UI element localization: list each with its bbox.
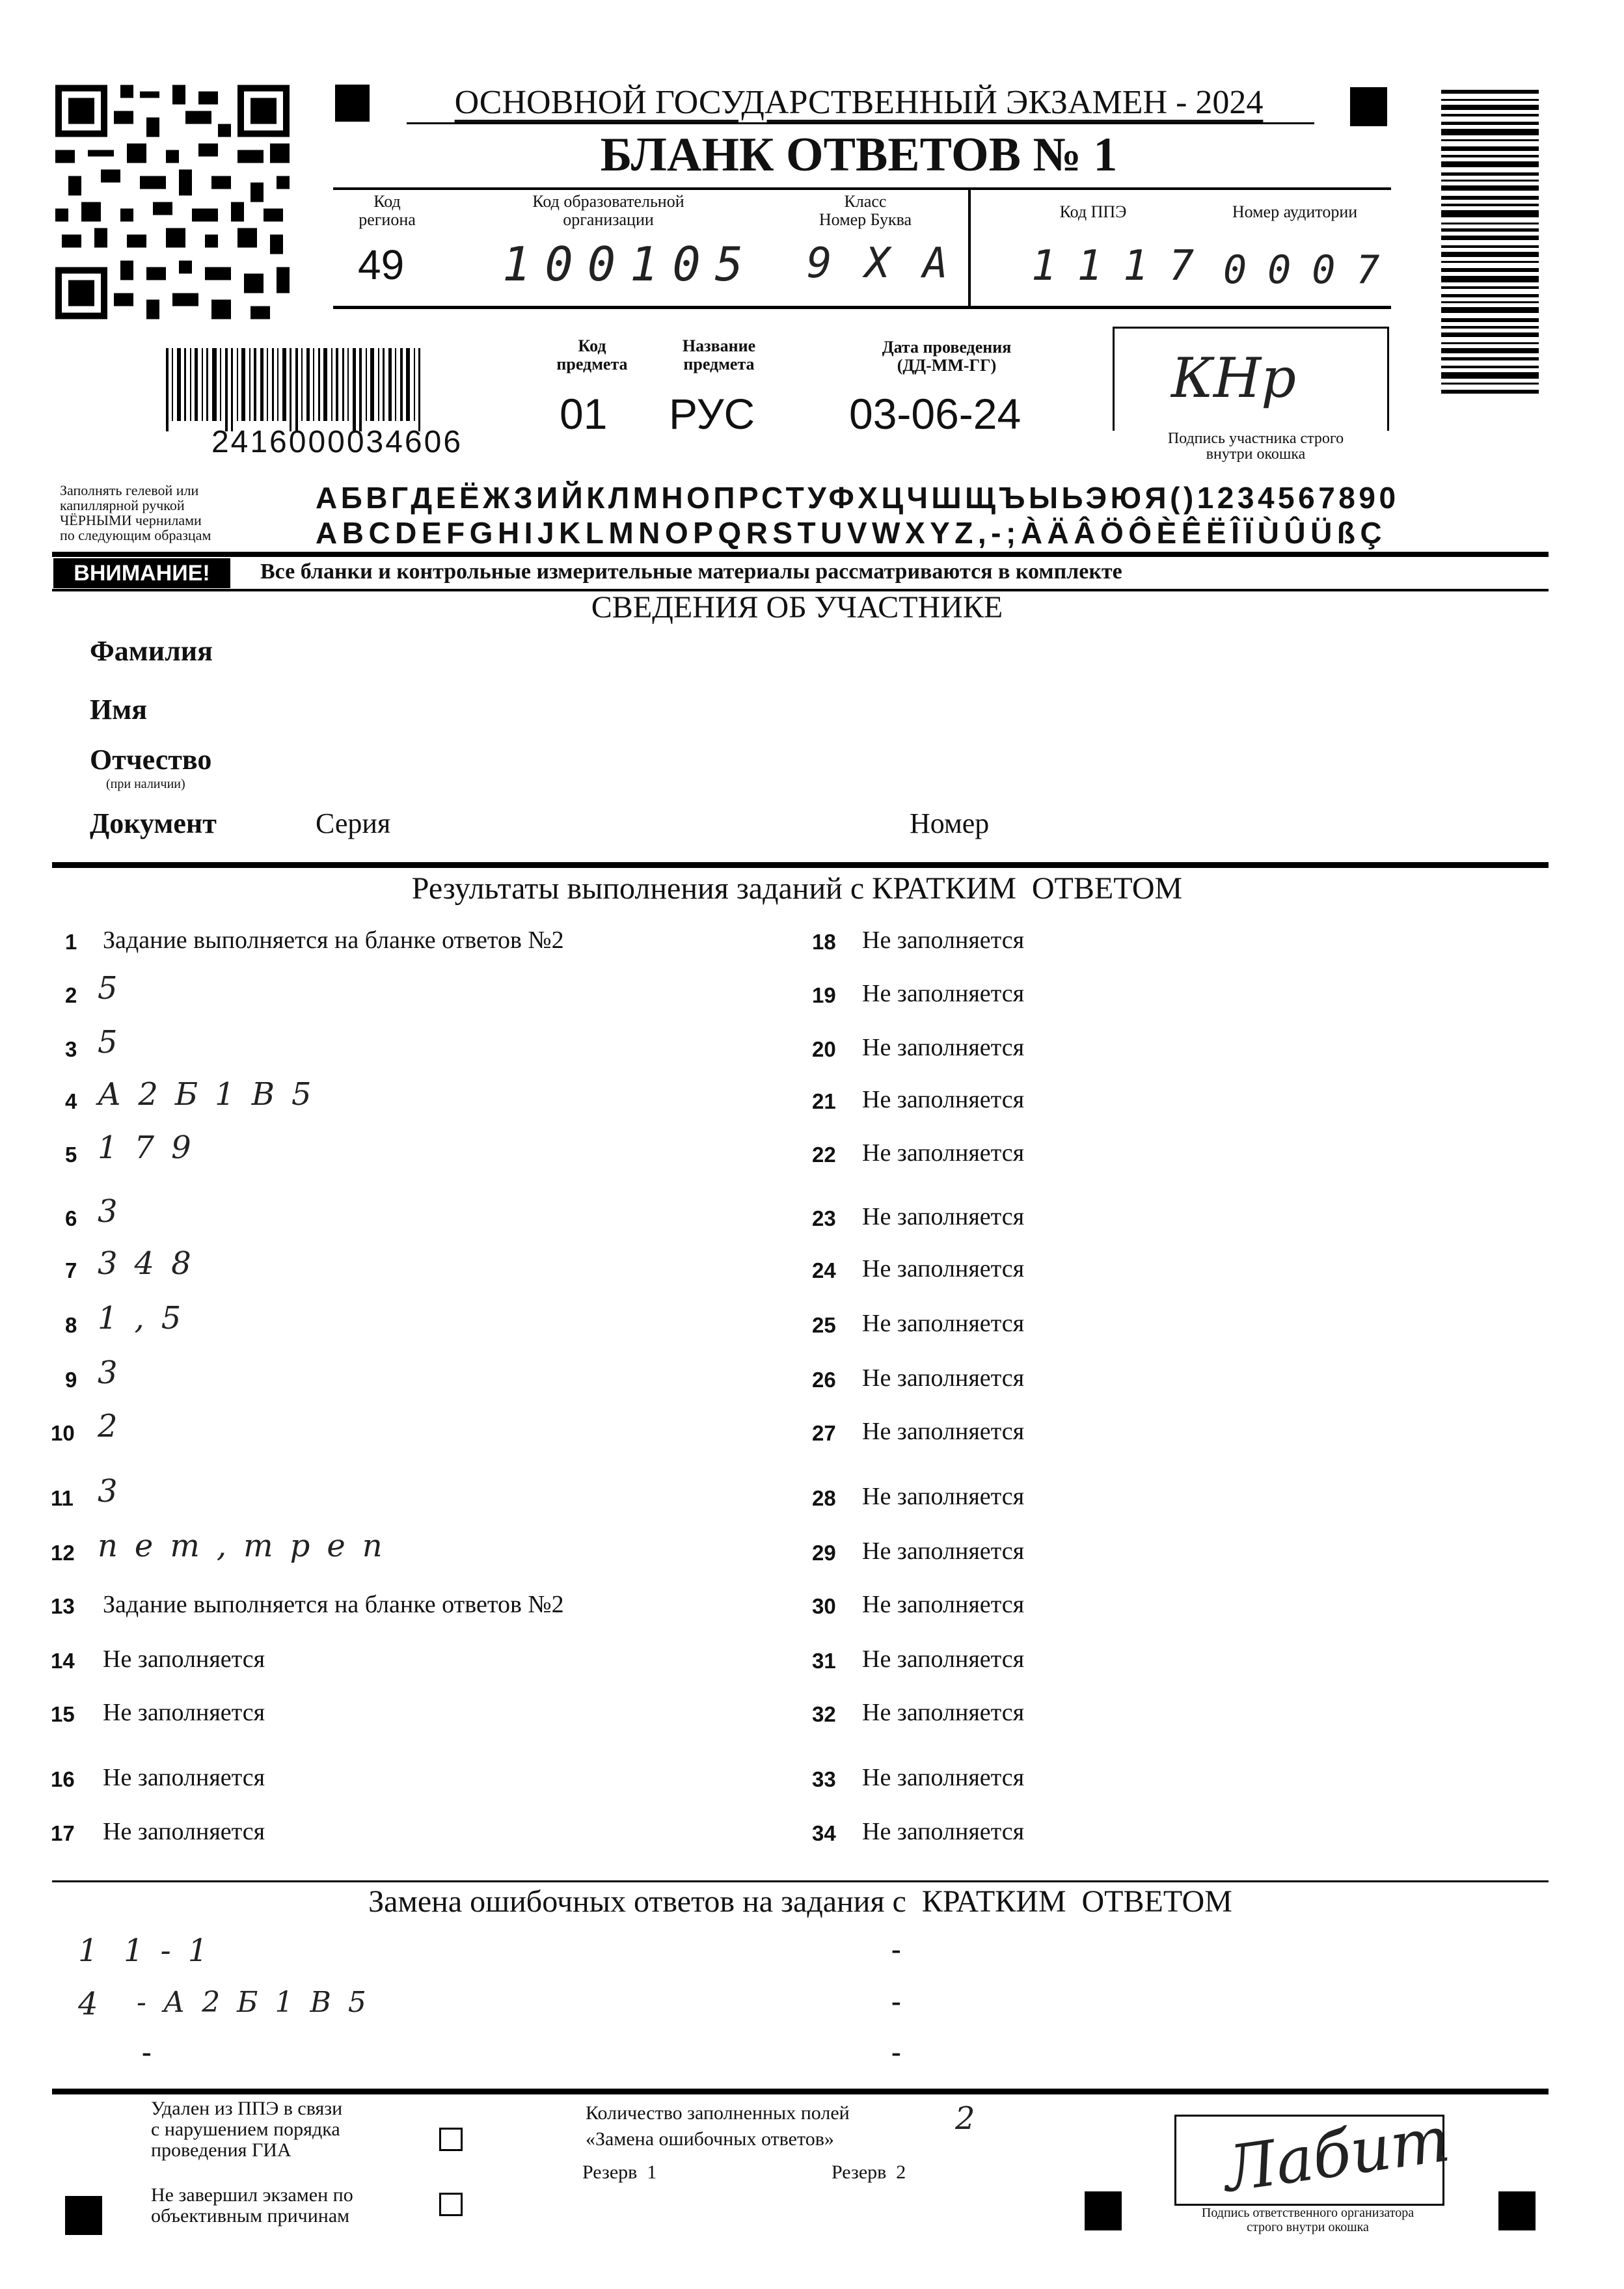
sample-row-cyrillic: АБВГДЕЁЖЗИЙКЛМНОПРСТУФХЦЧШЩЪЫЬЭЮЯ()1234567890 (316, 481, 1400, 515)
barcode-bar (1441, 122, 1539, 125)
task-number: 22 (812, 1143, 836, 1167)
barcode-bar (1441, 185, 1539, 191)
task-status-text: Задание выполняется на бланке ответов №2 (103, 1591, 564, 1618)
task-number: 29 (812, 1541, 836, 1565)
barcode-bar (1441, 129, 1539, 135)
task-number: 8 (65, 1313, 77, 1337)
task-number: 11 (51, 1486, 74, 1510)
barcode-bar (166, 348, 169, 431)
removed-checkbox[interactable] (439, 2128, 463, 2151)
task-status-text: Не заполняется (862, 1364, 1025, 1392)
barcode-bar (220, 348, 221, 421)
barcode-bar (1441, 228, 1539, 232)
task-number: 27 (812, 1421, 836, 1445)
barcode-bar (1441, 307, 1539, 313)
task-number: 32 (812, 1702, 836, 1726)
subject-name-label: Название предмета (682, 336, 756, 373)
task-status-text: Не заполняется (103, 1818, 265, 1845)
replacement-title: Замена ошибочных ответов на задания с КРАТКИМ ОТВЕТОМ (368, 1884, 1232, 1919)
count-value: 2 (955, 2100, 992, 2137)
barcode-bar (237, 348, 238, 421)
qr-code (55, 83, 290, 321)
organizer-signature-caption: Подпись ответственного организатора строго внутри окошка (1201, 2206, 1414, 2234)
task-number: 12 (51, 1541, 75, 1565)
barcode-bar (202, 348, 203, 421)
corner-marker-top-right (1350, 87, 1387, 126)
task-number: 10 (51, 1421, 75, 1445)
barcode-bar (388, 348, 392, 421)
barcode-bar (260, 348, 264, 421)
task-number: 34 (812, 1821, 836, 1845)
participant-signature: КНр (1171, 346, 1297, 410)
task-number: 25 (812, 1313, 836, 1337)
reserve-2-label: Резерв 2 (832, 2161, 906, 2183)
barcode-bar (347, 348, 349, 421)
date-value: 03-06-24 (849, 390, 1022, 438)
corner-marker-top-left (335, 85, 370, 122)
series-label: Серия (316, 807, 391, 839)
barcode-bar (359, 348, 362, 431)
task-handwritten-answer[interactable]: 5 (98, 1024, 135, 1061)
barcode-bar (267, 348, 268, 421)
sample-row-latin: ABCDEFGHIJKLMNOPQRSTUVWXYZ,-;ÀÄÂÖÔÈÊËÎÏÙÛÜßÇ (316, 516, 1387, 550)
barcode-bar (1441, 390, 1539, 394)
barcode-bar (206, 348, 208, 421)
participant-section-title: СВЕДЕНИЯ ОБ УЧАСТНИКЕ (591, 590, 1003, 625)
sample-instruction: Заполнять гелевой или капиллярной ручкой ЧЁРНЫМИ чернилами по следующим образцам (60, 482, 211, 543)
barcode-bar (1441, 372, 1539, 379)
barcode-bar (306, 348, 310, 421)
barcode-bar (177, 348, 181, 421)
subject-barcode (166, 348, 517, 433)
barcode-bar (395, 348, 396, 421)
subject-name-value: РУС (669, 390, 755, 438)
task-number: 33 (812, 1767, 836, 1791)
task-number: 24 (812, 1258, 836, 1282)
task-status-text: Не заполняется (862, 1139, 1025, 1167)
barcode-bar (414, 348, 415, 421)
barcode-bar (331, 348, 332, 421)
barcode-bar (1441, 294, 1539, 297)
subject-code-label: Код предмета (556, 336, 628, 373)
barcode-bar (418, 348, 420, 431)
task-status-text: Не заполняется (862, 1418, 1025, 1445)
barcode-bar (342, 348, 344, 421)
task-status-text: Не заполняется (862, 980, 1025, 1007)
codes-bottom-rule (333, 306, 1391, 309)
task-status-text: Не заполняется (103, 1699, 265, 1726)
barcode-bar (1441, 161, 1539, 167)
barcode-bar (353, 348, 356, 431)
task-status-text: Не заполняется (862, 1646, 1025, 1673)
task-number: 19 (812, 983, 836, 1007)
barcode-bar (406, 348, 410, 421)
barcode-bar (1441, 180, 1539, 182)
task-number: 23 (812, 1206, 836, 1230)
patronymic-note: (при наличии) (106, 777, 185, 791)
task-status-text: Не заполняется (103, 1646, 265, 1673)
task-number: 30 (812, 1594, 836, 1618)
codes-top-rule (333, 187, 1391, 190)
barcode-bar (1441, 357, 1539, 360)
task-handwritten-answer[interactable]: 3 (98, 1193, 135, 1230)
attention-badge: ВНИМАНИЕ! (53, 558, 230, 588)
barcode-bar (313, 348, 314, 421)
replacement-entry-2-value: -А2Б1В5 (137, 1986, 383, 2019)
task-number: 4 (65, 1089, 77, 1113)
barcode-bar (1441, 276, 1539, 282)
barcode-bar (301, 348, 303, 421)
task-status-text: Не заполняется (862, 1483, 1025, 1510)
barcode-bar (1441, 301, 1539, 303)
task-status-text: Не заполняется (862, 1310, 1025, 1337)
task-number: 20 (812, 1037, 836, 1061)
barcode-bar (1441, 268, 1539, 272)
org-value: 100105 (502, 237, 758, 291)
barcode-bar (254, 348, 256, 421)
barcode-bar (172, 348, 173, 421)
barcode-bar (272, 348, 274, 421)
barcode-bar (277, 348, 278, 421)
not-finished-checkbox[interactable] (439, 2193, 463, 2216)
task-status-text: Не заполняется (862, 1537, 1025, 1565)
task-number: 1 (65, 930, 77, 954)
task-handwritten-answer[interactable]: 3 (98, 1473, 135, 1510)
task-status-text: Не заполняется (862, 1086, 1025, 1113)
task-number: 6 (65, 1206, 77, 1230)
barcode-bar (1441, 252, 1539, 257)
barcode-bar (1441, 261, 1539, 263)
barcode-bar (1441, 210, 1539, 217)
task-number: 3 (65, 1037, 77, 1061)
class-value: 9 Х А (807, 239, 952, 288)
task-number: 2 (65, 983, 77, 1007)
date-label: Дата проведения (ДД-ММ-ГГ) (882, 338, 1012, 375)
task-number: 7 (65, 1258, 77, 1282)
barcode-bar (249, 348, 250, 421)
barcode-bar (378, 348, 379, 421)
barcode-bar (295, 348, 298, 431)
results-rule (52, 1880, 1549, 1882)
corner-marker-bottom-left (65, 2196, 102, 2235)
name-label: Имя (90, 694, 147, 725)
barcode-bar (1441, 99, 1539, 101)
task-handwritten-answer[interactable]: 3 (98, 1355, 135, 1391)
barcode-bar (1441, 245, 1539, 248)
barcode-bar (212, 348, 217, 421)
task-number: 9 (65, 1368, 77, 1392)
number-label: Номер (910, 807, 990, 839)
room-label: Номер аудитории (1232, 202, 1358, 221)
task-handwritten-answer[interactable]: А2Б1В5 (98, 1076, 329, 1113)
task-handwritten-answer[interactable]: 5 (98, 970, 135, 1007)
region-value: 49 (358, 241, 405, 288)
task-number: 28 (812, 1486, 836, 1510)
barcode-bar (231, 348, 233, 431)
exam-title-rule (407, 122, 1314, 124)
results-title: Результаты выполнения заданий с КРАТКИМ ОТВЕТОМ (411, 871, 1183, 906)
barcode-number: 2416000034606 (211, 425, 463, 459)
replacement-rule (52, 2089, 1549, 2094)
replacement-entry-3-value: - (142, 2036, 152, 2068)
barcode-bar (383, 348, 385, 421)
organizer-signature: Лабит (1219, 2102, 1454, 2206)
signature-caption: Подпись участника строго внутри окошка (1167, 430, 1344, 463)
barcode-bar (1441, 326, 1539, 329)
document-label: Документ (90, 807, 217, 839)
replacement-dash-right-3: - (891, 2036, 901, 2068)
barcode-bar (1441, 146, 1539, 151)
task-number: 18 (812, 930, 836, 954)
barcode-bar (1441, 204, 1539, 206)
barcode-bar (1441, 155, 1539, 157)
task-number: 17 (51, 1821, 75, 1845)
task-number: 15 (51, 1702, 75, 1726)
barcode-bar (370, 348, 374, 421)
form-title: БЛАНК ОТВЕТОВ № 1 (600, 128, 1118, 182)
ppe-value: 1117 (1031, 242, 1215, 290)
exam-title: ОСНОВНОЙ ГОСУДАРСТВЕННЫЙ ЭКЗАМЕН - 2024 (454, 84, 1264, 121)
side-barcode (1441, 90, 1545, 461)
task-handwritten-answer[interactable]: 179 (98, 1130, 208, 1166)
task-number: 16 (51, 1767, 75, 1791)
surname-label: Фамилия (90, 635, 213, 667)
task-status-text: Не заполняется (862, 1255, 1025, 1282)
barcode-bar (1441, 383, 1539, 385)
barcode-bar (336, 348, 338, 421)
task-status-text: Не заполняется (862, 1818, 1025, 1845)
ppe-label: Код ППЭ (1059, 202, 1127, 221)
task-status-text: Не заполняется (862, 1203, 1025, 1230)
replacement-entry-1-num: 1 (78, 1932, 115, 1969)
attention-text: Все бланки и контрольные измерительные материалы рассматриваются в комплекте (260, 560, 1122, 584)
barcode-bar (366, 348, 367, 421)
task-status-text: Не заполняется (103, 1764, 265, 1791)
org-label: Код образовательной организации (532, 192, 684, 229)
task-handwritten-answer[interactable]: пет,треп (98, 1528, 399, 1564)
barcode-bar (1441, 348, 1539, 353)
not-finished-label: Не завершил экзамен по объективным причинам (151, 2184, 353, 2227)
replacement-entry-2-num: 4 (78, 1986, 115, 2022)
barcode-bar (1441, 318, 1539, 322)
attention-rule-top (52, 552, 1549, 557)
class-label: Класс Номер Буква (819, 192, 912, 229)
barcode-bar (1441, 236, 1539, 240)
barcode-bar (1441, 105, 1539, 110)
replacement-dash-right-1: - (891, 1933, 901, 1965)
participant-rule (52, 862, 1549, 868)
task-number: 26 (812, 1368, 836, 1392)
task-number: 13 (51, 1594, 75, 1618)
barcode-bar (1441, 139, 1539, 141)
task-number: 14 (51, 1649, 75, 1673)
barcode-bar (290, 348, 291, 431)
barcode-bar (318, 348, 320, 421)
task-number: 31 (812, 1649, 836, 1673)
task-status-text: Не заполняется (862, 927, 1025, 954)
barcode-bar (1441, 366, 1539, 368)
barcode-bar (195, 348, 198, 421)
barcode-bar (323, 348, 327, 421)
barcode-bar (225, 348, 228, 431)
task-status-text: Не заполняется (862, 1699, 1025, 1726)
subject-code-value: 01 (560, 390, 608, 438)
barcode-bar (190, 348, 191, 421)
barcode-bar (1441, 342, 1539, 344)
barcode-bar (1441, 90, 1539, 94)
task-status-text: Задание выполняется на бланке ответов №2 (103, 927, 564, 954)
barcode-bar (1441, 114, 1539, 116)
count-label: Количество заполненных полей «Замена ошибочных ответов» (586, 2102, 850, 2150)
task-status-text: Не заполняется (862, 1591, 1025, 1618)
corner-marker-bottom-mid (1085, 2191, 1122, 2230)
task-handwritten-answer[interactable]: 1,5 (98, 1300, 198, 1336)
barcode-bar (184, 348, 186, 421)
task-number: 21 (812, 1089, 836, 1113)
replacement-dash-right-2: - (891, 1985, 901, 2017)
reserve-1-label: Резерв 1 (582, 2161, 657, 2183)
task-handwritten-answer[interactable]: 348 (98, 1245, 208, 1282)
corner-marker-bottom-right (1498, 2191, 1536, 2230)
barcode-bar (282, 348, 286, 421)
task-handwritten-answer[interactable]: 2 (98, 1408, 135, 1444)
replacement-entry-1-value: 1-1 (124, 1932, 225, 1969)
removed-label: Удален из ППЭ в связи с нарушением порядка проведения ГИА (151, 2098, 343, 2161)
codes-divider (968, 187, 971, 308)
barcode-bar (1441, 286, 1539, 289)
barcode-bar (1441, 223, 1539, 224)
task-status-text: Не заполняется (862, 1764, 1025, 1791)
task-number: 5 (65, 1143, 77, 1167)
barcode-bar (1441, 172, 1539, 176)
room-value: 0007 (1223, 247, 1401, 293)
barcode-bar (1441, 196, 1539, 200)
patronymic-label: Отчество (90, 744, 212, 776)
barcode-bar (400, 348, 403, 421)
region-label: Код региона (359, 192, 416, 229)
task-status-text: Не заполняется (862, 1034, 1025, 1061)
barcode-bar (241, 348, 245, 421)
barcode-bar (1441, 332, 1539, 337)
